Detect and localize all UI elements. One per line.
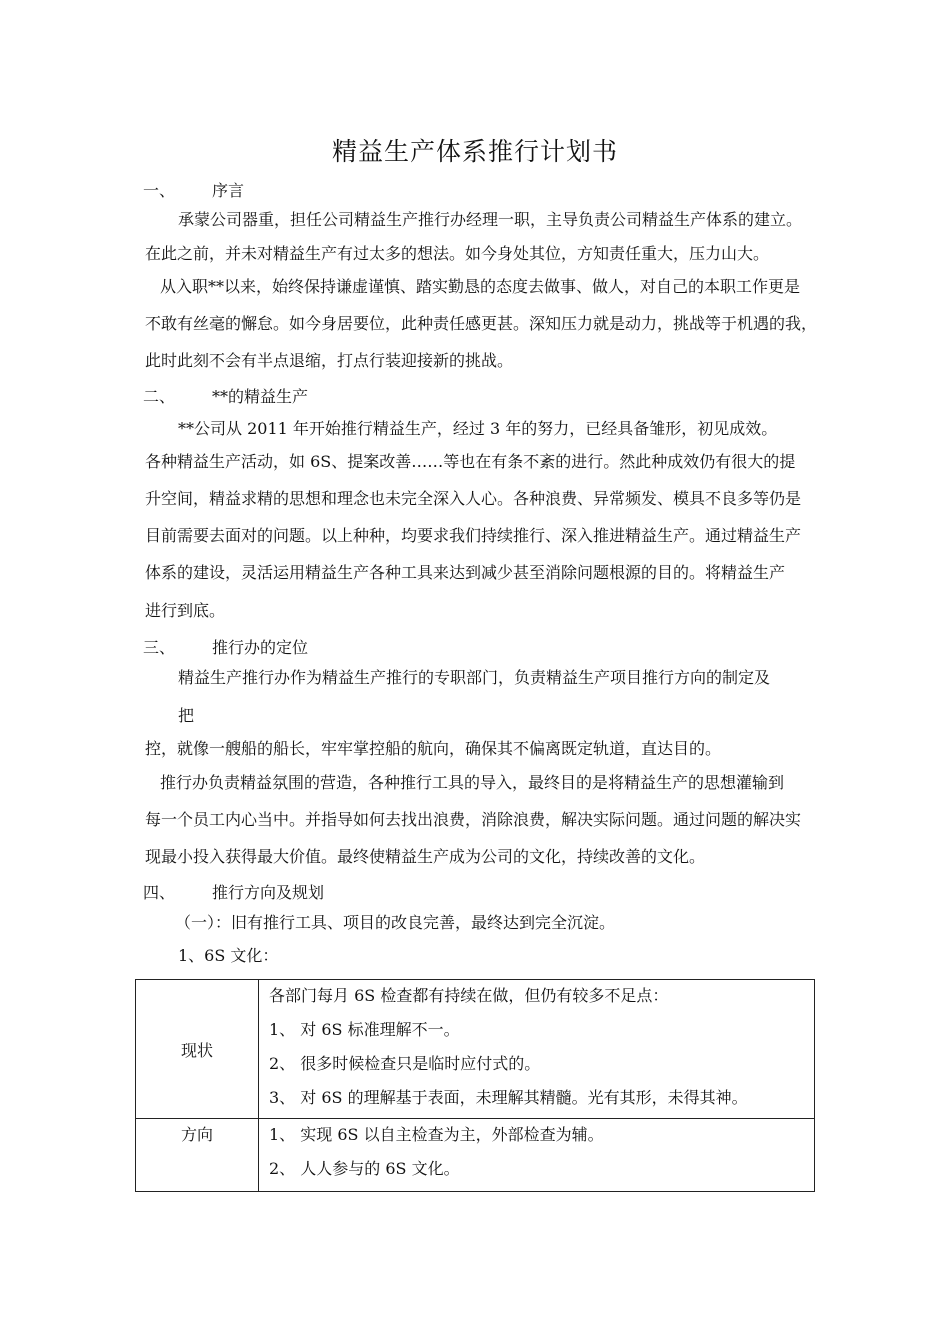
paragraph-line: 进行到底。 xyxy=(145,601,226,620)
table-cell-line: 3、 对 6S 的理解基于表面，未理解其精髓。光有其形，未得其神。 xyxy=(269,1088,748,1107)
paragraph-line: 推行办负责精益氛围的营造，各种推行工具的导入，最终目的是将精益生产的思想灌输到 xyxy=(160,773,785,792)
table-row xyxy=(136,980,815,1119)
six-s-table xyxy=(135,979,815,1192)
paragraph-line: 控，就像一艘船的船长，牢牢掌控船的航向，确保其不偏离既定轨道，直达目的。 xyxy=(145,739,722,758)
section-1-number: 一、 xyxy=(143,181,176,200)
paragraph-line: 在此之前，并未对精益生产有过太多的想法。如今身处其位，方知责任重大，压力山大。 xyxy=(145,244,770,263)
table-cell-line: 2、 人人参与的 6S 文化。 xyxy=(269,1159,460,1178)
section-3-heading: 推行办的定位 xyxy=(212,638,309,657)
section-4-number: 四、 xyxy=(143,883,176,902)
table-row-content xyxy=(259,1119,815,1192)
table-cell-line: 1、 实现 6S 以自主检查为主，外部检查为辅。 xyxy=(269,1125,604,1144)
paragraph-line: 承蒙公司器重，担任公司精益生产推行办经理一职，主导负责公司精益生产体系的建立。 xyxy=(178,210,803,229)
paragraph-line: 每一个员工内心当中。并指导如何去找出浪费，消除浪费，解决实际问题。通过问题的解决实 xyxy=(145,810,802,829)
paragraph-line: 从入职**以来，始终保持谦虚谨慎、踏实勤恳的态度去做事、做人，对自己的本职工作更是 xyxy=(160,277,801,296)
paragraph-line: 升空间，精益求精的思想和理念也未完全深入人心。各种浪费、异常频发、模具不良多等仍是 xyxy=(145,489,802,508)
document-title: 精益生产体系推行计划书 xyxy=(331,137,618,166)
section-1-heading: 序言 xyxy=(212,181,245,200)
paragraph-line: 不敢有丝毫的懈怠。如今身居要位，此种责任感更甚。深知压力就是动力，挑战等于机遇的我， xyxy=(145,314,818,333)
table-cell-line: 1、 对 6S 标准理解不一。 xyxy=(269,1020,460,1039)
section-3-number: 三、 xyxy=(143,638,176,657)
table-row-content xyxy=(259,980,815,1119)
paragraph-line: 各种精益生产活动，如 6S、提案改善……等也在有条不紊的进行。然此种成效仍有很大的提 xyxy=(145,452,796,471)
subsection-item: 1、6S 文化： xyxy=(178,946,279,965)
row-label-text: 方向 xyxy=(180,1125,213,1144)
section-2-heading: **的精益生产 xyxy=(212,387,309,406)
row-label-text: 现状 xyxy=(180,1040,213,1060)
paragraph-line: 目前需要去面对的问题。以上种种，均要求我们持续推行、深入推进精益生产。通过精益生产 xyxy=(145,526,802,545)
table-row-label xyxy=(136,1119,259,1192)
section-2-number: 二、 xyxy=(143,387,176,406)
table-cell-line: 2、 很多时候检查只是临时应付式的。 xyxy=(269,1054,541,1073)
table-row-label xyxy=(136,980,259,1119)
paragraph-line: 精益生产推行办作为精益生产推行的专职部门，负责精益生产项目推行方向的制定及 xyxy=(178,668,771,687)
paragraph-line: 现最小投入获得最大价值。最终使精益生产成为公司的文化，持续改善的文化。 xyxy=(145,847,706,866)
paragraph-line: 此时此刻不会有半点退缩，打点行装迎接新的挑战。 xyxy=(145,351,514,370)
paragraph-line: **公司从 2011 年开始推行精益生产，经过 3 年的努力，已经具备雏形，初见成效。 xyxy=(178,419,778,438)
paragraph-line: 把 xyxy=(178,706,195,725)
subsection-heading: （一）：旧有推行工具、项目的改良完善，最终达到完全沉淀。 xyxy=(175,913,616,932)
table-row xyxy=(136,1119,815,1192)
section-4-heading: 推行方向及规划 xyxy=(212,883,325,902)
table-cell-line: 各部门每月 6S 检查都有持续在做，但仍有较多不足点： xyxy=(269,986,669,1005)
paragraph-line: 体系的建设，灵活运用精益生产各种工具来达到减少甚至消除问题根源的目的。将精益生产 xyxy=(145,563,786,582)
